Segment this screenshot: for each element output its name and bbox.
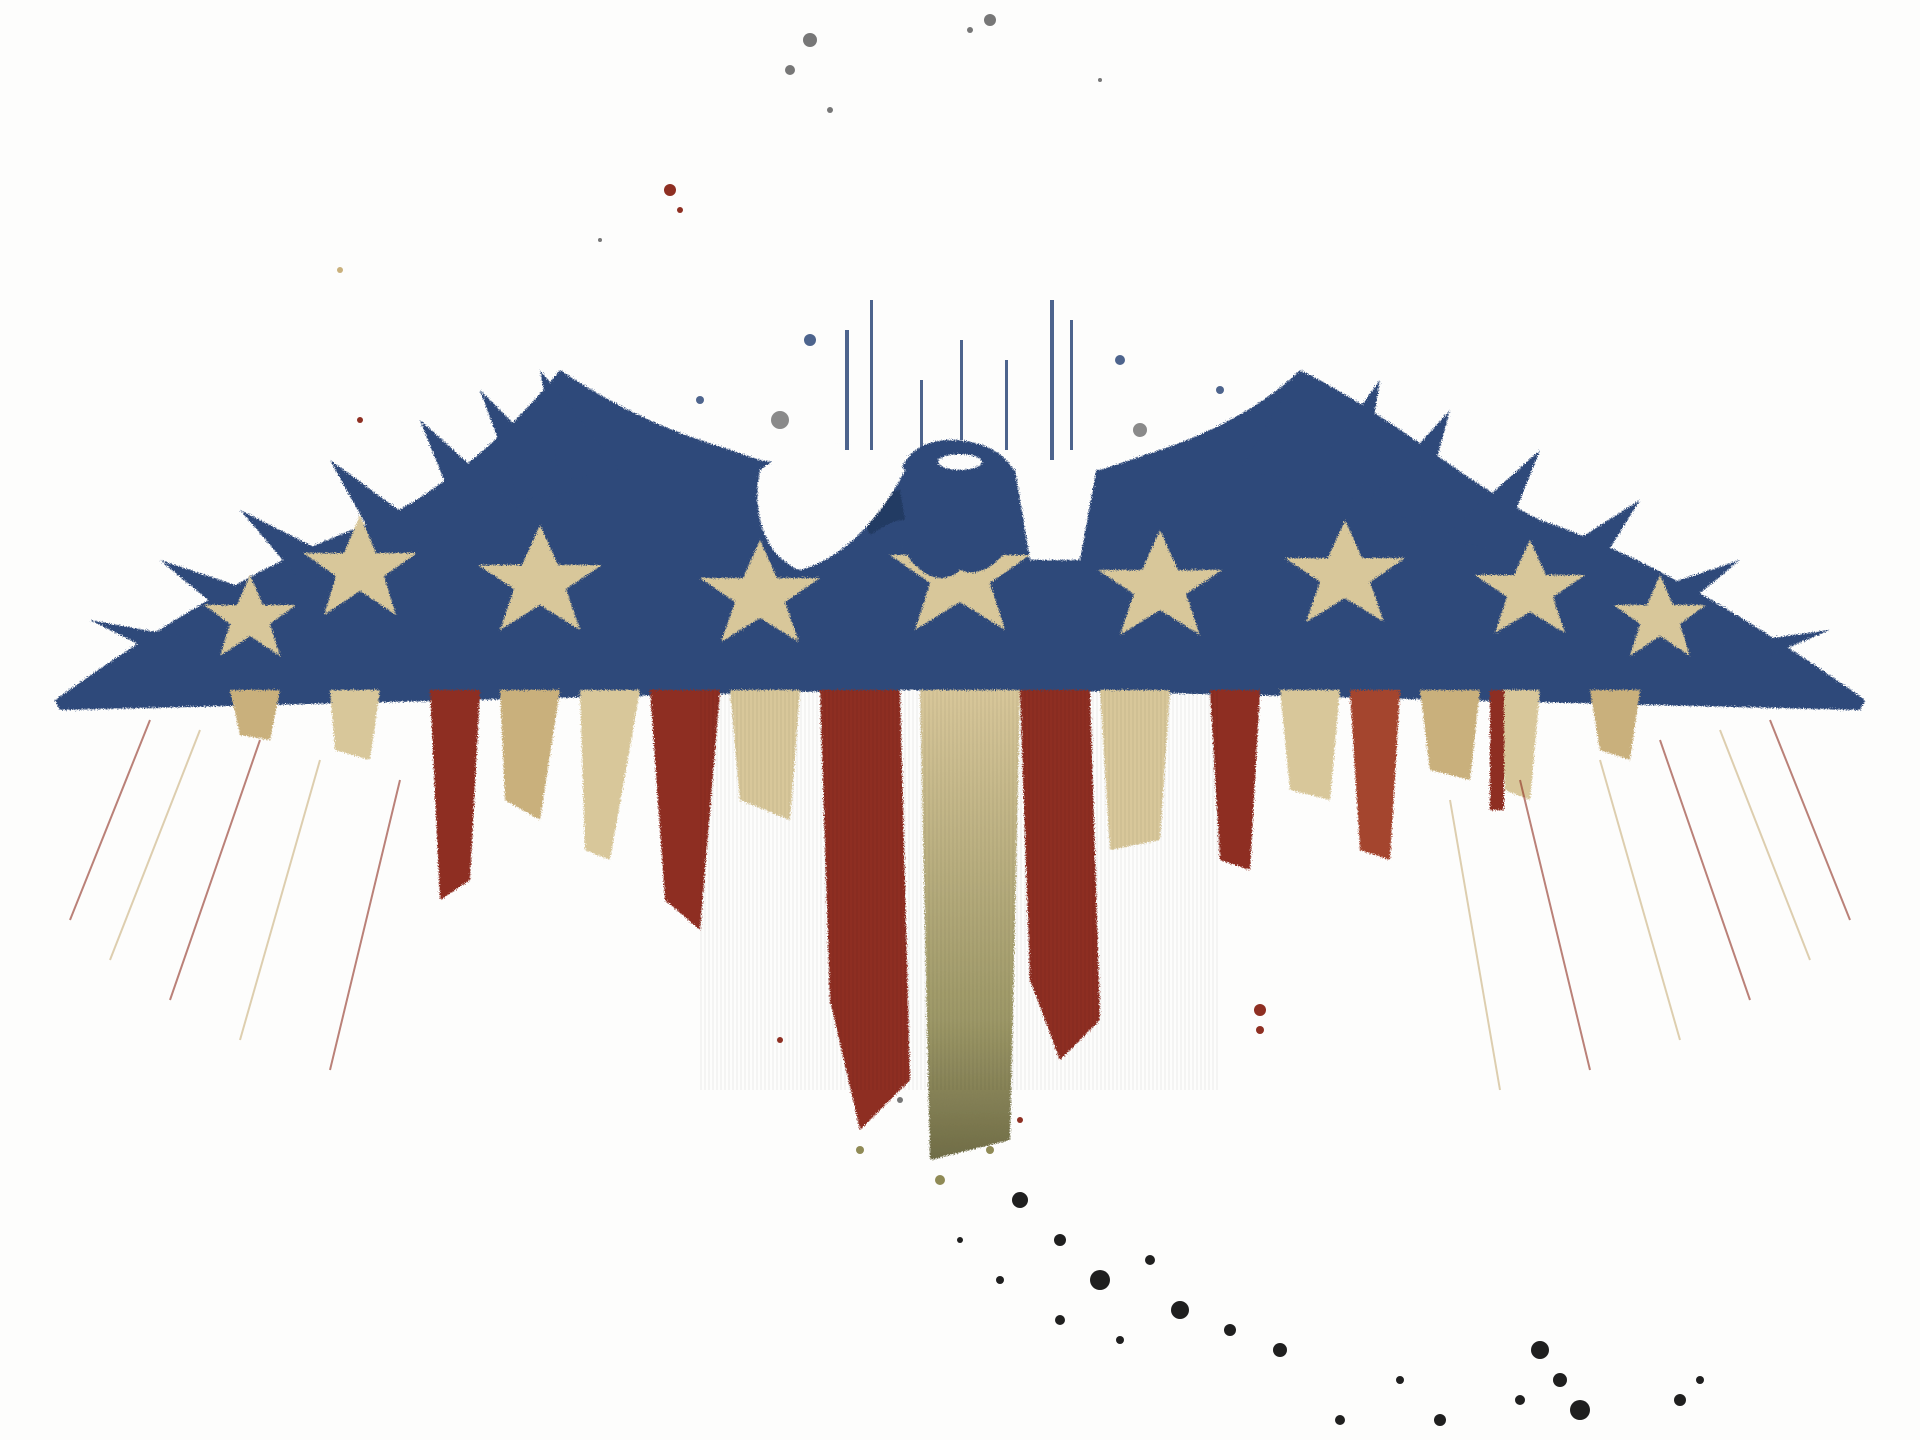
stripe-grain bbox=[700, 690, 1220, 1090]
top-splash bbox=[696, 300, 1224, 460]
eagle-head bbox=[757, 426, 1100, 578]
